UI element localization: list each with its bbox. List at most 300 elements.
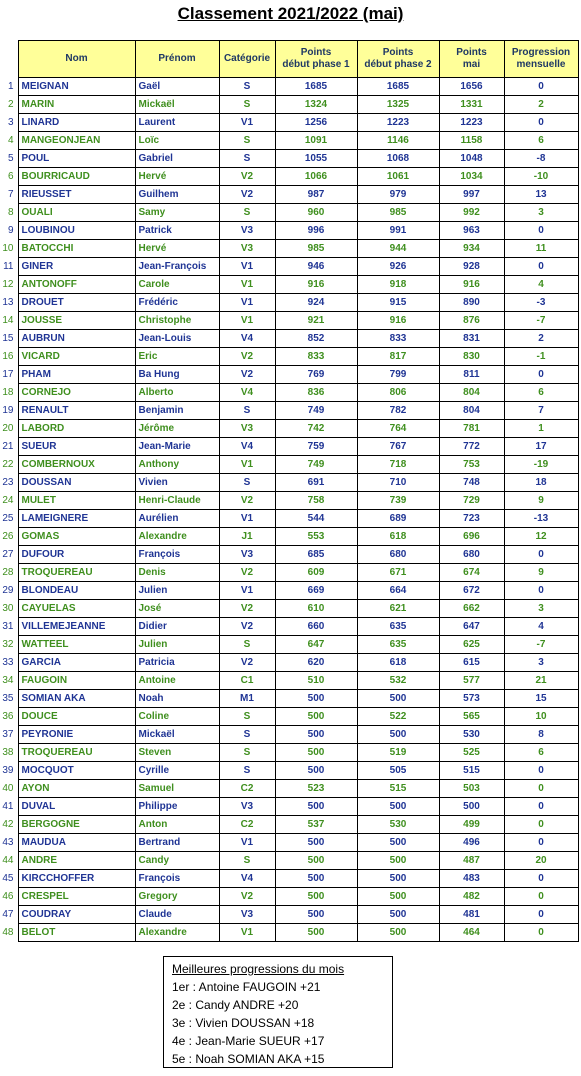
cell-points-mai: 500: [439, 798, 504, 816]
cell-nom: MARIN: [18, 96, 135, 114]
table-body: [0, 78, 578, 942]
cell-progression: -10: [504, 168, 578, 186]
cell-prenom: Christophe: [135, 312, 219, 330]
rank-number: 16: [2, 351, 14, 362]
cell-points-phase2: 718: [357, 456, 439, 474]
rank-number: 6: [7, 171, 14, 182]
rank-number: 41: [2, 801, 14, 812]
cell-nom: MOCQUOT: [18, 762, 135, 780]
cell-points-mai: 647: [439, 618, 504, 636]
cell-prenom: Jean-Marie: [135, 438, 219, 456]
cell-prenom: Mickaël: [135, 726, 219, 744]
cell-points-mai: 890: [439, 294, 504, 312]
rank-number: 8: [7, 207, 14, 218]
cell-points-mai: 1223: [439, 114, 504, 132]
cell-categorie: V1: [219, 456, 275, 474]
cell-points-mai: 1048: [439, 150, 504, 168]
rank-number: 11: [3, 261, 14, 272]
cell-points-phase2: 500: [357, 690, 439, 708]
rank-number: 14: [2, 315, 14, 326]
cell-points-mai: 997: [439, 186, 504, 204]
cell-categorie: V2: [219, 888, 275, 906]
cell-points-phase2: 500: [357, 888, 439, 906]
cell-categorie: J1: [219, 528, 275, 546]
cell-prenom: François: [135, 870, 219, 888]
cell-points-mai: 811: [439, 366, 504, 384]
cell-categorie: V1: [219, 258, 275, 276]
table-row: [0, 330, 578, 348]
cell-prenom: Steven: [135, 744, 219, 762]
cell-categorie: S: [219, 852, 275, 870]
cell-progression: 4: [504, 276, 578, 294]
cell-points-phase2: 979: [357, 186, 439, 204]
table-row: [0, 726, 578, 744]
cell-points-phase1: 759: [275, 438, 357, 456]
cell-categorie: S: [219, 762, 275, 780]
cell-categorie: S: [219, 132, 275, 150]
rank-number: 18: [2, 387, 14, 398]
cell-progression: 6: [504, 132, 578, 150]
table-row: [0, 564, 578, 582]
cell-prenom: Guilhem: [135, 186, 219, 204]
cell-nom: JOUSSE: [18, 312, 135, 330]
cell-nom: WATTEEL: [18, 636, 135, 654]
cell-points-mai: 487: [439, 852, 504, 870]
cell-nom: LAMEIGNERE: [18, 510, 135, 528]
table-row: [0, 888, 578, 906]
rank-number: 31: [2, 621, 14, 632]
rank-number: 38: [2, 747, 14, 758]
rank-number: 35: [2, 693, 14, 704]
rank-number: 36: [2, 711, 14, 722]
cell-points-phase2: 500: [357, 834, 439, 852]
cell-points-mai: 573: [439, 690, 504, 708]
cell-points-mai: 565: [439, 708, 504, 726]
table-row: [0, 276, 578, 294]
rank-number: 2: [7, 99, 14, 110]
rank-number: 22: [2, 459, 14, 470]
cell-points-phase1: 500: [275, 690, 357, 708]
cell-categorie: V3: [219, 222, 275, 240]
cell-prenom: Antoine: [135, 672, 219, 690]
table-row: [0, 708, 578, 726]
header-progression: Progression mensuelle: [504, 41, 578, 78]
cell-points-phase2: 530: [357, 816, 439, 834]
cell-points-phase2: 710: [357, 474, 439, 492]
cell-progression: 0: [504, 258, 578, 276]
best-progression-line: 5e : Noah SOMIAN AKA +15: [172, 1052, 325, 1066]
cell-points-mai: 662: [439, 600, 504, 618]
cell-progression: 7: [504, 402, 578, 420]
cell-categorie: V3: [219, 798, 275, 816]
cell-points-phase2: 1068: [357, 150, 439, 168]
cell-points-mai: 934: [439, 240, 504, 258]
table-row: [0, 582, 578, 600]
table-row: [0, 654, 578, 672]
cell-categorie: S: [219, 744, 275, 762]
cell-points-phase1: 500: [275, 726, 357, 744]
cell-points-phase1: 669: [275, 582, 357, 600]
cell-points-phase2: 918: [357, 276, 439, 294]
cell-points-phase2: 689: [357, 510, 439, 528]
cell-prenom: Claude: [135, 906, 219, 924]
cell-nom: CORNEJO: [18, 384, 135, 402]
best-progressions-title: Meilleures progressions du mois: [172, 962, 345, 976]
cell-progression: 0: [504, 924, 578, 942]
table-row: [0, 438, 578, 456]
cell-points-phase2: 782: [357, 402, 439, 420]
cell-points-phase2: 664: [357, 582, 439, 600]
cell-nom: COUDRAY: [18, 906, 135, 924]
cell-points-phase1: 749: [275, 402, 357, 420]
table-row: [0, 672, 578, 690]
rank-number: 3: [7, 117, 14, 128]
cell-progression: 0: [504, 78, 578, 96]
table-row: [0, 924, 578, 942]
best-progression-line: 1er : Antoine FAUGOIN +21: [172, 980, 321, 994]
cell-prenom: Didier: [135, 618, 219, 636]
cell-prenom: Noah: [135, 690, 219, 708]
cell-prenom: Coline: [135, 708, 219, 726]
cell-categorie: S: [219, 726, 275, 744]
cell-progression: 6: [504, 744, 578, 762]
table-row: [0, 546, 578, 564]
table-row: [0, 168, 578, 186]
cell-categorie: S: [219, 150, 275, 168]
cell-points-phase1: 610: [275, 600, 357, 618]
cell-points-phase2: 500: [357, 852, 439, 870]
rank-number: 13: [2, 297, 14, 308]
cell-nom: OUALI: [18, 204, 135, 222]
cell-categorie: S: [219, 708, 275, 726]
cell-prenom: François: [135, 546, 219, 564]
cell-points-mai: 1331: [439, 96, 504, 114]
table-row: [0, 294, 578, 312]
cell-points-phase2: 635: [357, 636, 439, 654]
cell-prenom: Cyrille: [135, 762, 219, 780]
header-phase2: Points début phase 2: [357, 41, 439, 78]
cell-points-phase2: 618: [357, 528, 439, 546]
rank-number: 48: [2, 927, 14, 938]
table-row: [0, 852, 578, 870]
cell-points-phase1: 852: [275, 330, 357, 348]
cell-points-mai: 781: [439, 420, 504, 438]
cell-points-phase1: 500: [275, 906, 357, 924]
cell-nom: DROUET: [18, 294, 135, 312]
cell-points-phase1: 758: [275, 492, 357, 510]
cell-nom: LOUBINOU: [18, 222, 135, 240]
cell-progression: 13: [504, 186, 578, 204]
rank-number: 21: [2, 441, 14, 452]
cell-points-mai: 674: [439, 564, 504, 582]
cell-points-phase1: 960: [275, 204, 357, 222]
cell-points-mai: 753: [439, 456, 504, 474]
cell-progression: -7: [504, 636, 578, 654]
cell-points-phase1: 510: [275, 672, 357, 690]
cell-nom: GARCIA: [18, 654, 135, 672]
table-row: [0, 78, 578, 96]
cell-points-phase1: 620: [275, 654, 357, 672]
cell-categorie: C1: [219, 672, 275, 690]
cell-nom: RIEUSSET: [18, 186, 135, 204]
rank-number: 1: [7, 81, 14, 92]
rank-number: 19: [2, 405, 14, 416]
cell-prenom: Julien: [135, 636, 219, 654]
rank-number: 12: [2, 279, 14, 290]
cell-nom: CRESPEL: [18, 888, 135, 906]
cell-points-mai: 992: [439, 204, 504, 222]
cell-points-phase2: 500: [357, 870, 439, 888]
cell-points-phase1: 916: [275, 276, 357, 294]
rank-number: 27: [2, 549, 14, 560]
table-row: [0, 636, 578, 654]
cell-points-phase2: 799: [357, 366, 439, 384]
cell-prenom: Alberto: [135, 384, 219, 402]
cell-prenom: Ba Hung: [135, 366, 219, 384]
table-row: [0, 798, 578, 816]
cell-categorie: S: [219, 204, 275, 222]
best-progression-line: 3e : Vivien DOUSSAN +18: [172, 1016, 315, 1030]
cell-points-phase1: 921: [275, 312, 357, 330]
cell-prenom: Candy: [135, 852, 219, 870]
cell-categorie: S: [219, 96, 275, 114]
cell-nom: BOURRICAUD: [18, 168, 135, 186]
cell-progression: 9: [504, 492, 578, 510]
cell-nom: MANGEONJEAN: [18, 132, 135, 150]
cell-points-phase1: 500: [275, 852, 357, 870]
table-row: [0, 690, 578, 708]
cell-points-mai: 464: [439, 924, 504, 942]
cell-progression: 15: [504, 690, 578, 708]
cell-points-phase1: 996: [275, 222, 357, 240]
cell-progression: 3: [504, 654, 578, 672]
table-row: [0, 492, 578, 510]
table-row: [0, 96, 578, 114]
cell-points-phase2: 817: [357, 348, 439, 366]
cell-categorie: C2: [219, 816, 275, 834]
cell-prenom: Hervé: [135, 168, 219, 186]
rank-number: 37: [2, 729, 14, 740]
cell-points-mai: 499: [439, 816, 504, 834]
rank-number: 9: [7, 225, 14, 236]
rank-number: 17: [2, 369, 14, 380]
cell-points-mai: 772: [439, 438, 504, 456]
cell-prenom: Samuel: [135, 780, 219, 798]
cell-prenom: José: [135, 600, 219, 618]
header-prenom: Prénom: [135, 41, 219, 78]
rank-number: 29: [2, 585, 14, 596]
table-row: [0, 402, 578, 420]
cell-categorie: V3: [219, 240, 275, 258]
cell-points-phase1: 1066: [275, 168, 357, 186]
table-row: [0, 420, 578, 438]
cell-nom: DOUSSAN: [18, 474, 135, 492]
cell-points-phase1: 500: [275, 888, 357, 906]
cell-points-phase2: 764: [357, 420, 439, 438]
cell-nom: FAUGOIN: [18, 672, 135, 690]
cell-points-phase1: 500: [275, 798, 357, 816]
cell-progression: 0: [504, 906, 578, 924]
cell-points-mai: 577: [439, 672, 504, 690]
cell-progression: -13: [504, 510, 578, 528]
cell-progression: 0: [504, 888, 578, 906]
cell-points-mai: 729: [439, 492, 504, 510]
cell-categorie: V3: [219, 906, 275, 924]
table-row: [0, 780, 578, 798]
cell-points-phase1: 1324: [275, 96, 357, 114]
cell-nom: PHAM: [18, 366, 135, 384]
rank-number: 39: [2, 765, 14, 776]
cell-points-phase2: 1146: [357, 132, 439, 150]
cell-points-phase2: 515: [357, 780, 439, 798]
cell-points-mai: 483: [439, 870, 504, 888]
cell-progression: -1: [504, 348, 578, 366]
cell-points-phase2: 767: [357, 438, 439, 456]
cell-progression: 3: [504, 600, 578, 618]
cell-points-phase1: 946: [275, 258, 357, 276]
cell-nom: LABORD: [18, 420, 135, 438]
cell-nom: KIRCCHOFFER: [18, 870, 135, 888]
cell-nom: MULET: [18, 492, 135, 510]
cell-points-phase2: 505: [357, 762, 439, 780]
cell-progression: 0: [504, 870, 578, 888]
cell-progression: 0: [504, 780, 578, 798]
cell-nom: TROQUEREAU: [18, 744, 135, 762]
cell-nom: POUL: [18, 150, 135, 168]
cell-progression: 1: [504, 420, 578, 438]
cell-points-mai: 1034: [439, 168, 504, 186]
cell-points-mai: 672: [439, 582, 504, 600]
cell-categorie: V1: [219, 834, 275, 852]
table-header-row: [0, 41, 578, 78]
cell-points-phase1: 836: [275, 384, 357, 402]
rank-number: 30: [2, 603, 14, 614]
cell-points-mai: 928: [439, 258, 504, 276]
cell-points-phase1: 500: [275, 834, 357, 852]
cell-points-mai: 625: [439, 636, 504, 654]
cell-nom: PEYRONIE: [18, 726, 135, 744]
cell-points-phase2: 522: [357, 708, 439, 726]
cell-prenom: Frédéric: [135, 294, 219, 312]
table-row: [0, 240, 578, 258]
header-phase1: Points début phase 1: [275, 41, 357, 78]
table-row: [0, 870, 578, 888]
cell-points-phase1: 1685: [275, 78, 357, 96]
cell-prenom: Gabriel: [135, 150, 219, 168]
cell-categorie: V1: [219, 924, 275, 942]
table-row: [0, 384, 578, 402]
cell-points-phase1: 500: [275, 762, 357, 780]
cell-points-phase1: 500: [275, 708, 357, 726]
cell-categorie: S: [219, 474, 275, 492]
cell-points-phase2: 500: [357, 798, 439, 816]
cell-prenom: Vivien: [135, 474, 219, 492]
cell-nom: DUFOUR: [18, 546, 135, 564]
cell-points-phase2: 680: [357, 546, 439, 564]
table-row: [0, 762, 578, 780]
cell-points-phase1: 769: [275, 366, 357, 384]
rank-number: 47: [2, 909, 14, 920]
header-mai: Points mai: [439, 41, 504, 78]
cell-nom: AYON: [18, 780, 135, 798]
header-nom: Nom: [18, 41, 135, 78]
cell-nom: AUBRUN: [18, 330, 135, 348]
table-row: [0, 186, 578, 204]
rank-number: 44: [2, 855, 14, 866]
cell-points-phase1: 523: [275, 780, 357, 798]
cell-categorie: S: [219, 402, 275, 420]
cell-points-mai: 1158: [439, 132, 504, 150]
cell-categorie: V2: [219, 348, 275, 366]
cell-points-mai: 916: [439, 276, 504, 294]
cell-categorie: V4: [219, 330, 275, 348]
cell-progression: -8: [504, 150, 578, 168]
cell-points-phase2: 985: [357, 204, 439, 222]
cell-progression: 2: [504, 330, 578, 348]
cell-prenom: Mickaël: [135, 96, 219, 114]
cell-progression: 8: [504, 726, 578, 744]
table-row: [0, 906, 578, 924]
cell-points-mai: 723: [439, 510, 504, 528]
rank-number: 42: [2, 819, 14, 830]
cell-points-mai: 748: [439, 474, 504, 492]
cell-prenom: Alexandre: [135, 924, 219, 942]
cell-prenom: Henri-Claude: [135, 492, 219, 510]
rank-number: 5: [7, 153, 14, 164]
cell-nom: MEIGNAN: [18, 78, 135, 96]
cell-categorie: V2: [219, 366, 275, 384]
cell-points-phase2: 500: [357, 726, 439, 744]
cell-points-phase1: 544: [275, 510, 357, 528]
cell-points-mai: 482: [439, 888, 504, 906]
cell-nom: CAYUELAS: [18, 600, 135, 618]
cell-nom: COMBERNOUX: [18, 456, 135, 474]
cell-prenom: Alexandre: [135, 528, 219, 546]
cell-prenom: Loïc: [135, 132, 219, 150]
cell-nom: DOUCE: [18, 708, 135, 726]
cell-categorie: V2: [219, 564, 275, 582]
cell-progression: 11: [504, 240, 578, 258]
cell-points-phase2: 1325: [357, 96, 439, 114]
cell-points-phase1: 749: [275, 456, 357, 474]
cell-points-mai: 876: [439, 312, 504, 330]
table-row: [0, 366, 578, 384]
cell-categorie: V3: [219, 546, 275, 564]
cell-points-phase1: 660: [275, 618, 357, 636]
cell-categorie: V4: [219, 438, 275, 456]
cell-progression: 0: [504, 834, 578, 852]
page-title: Classement 2021/2022 (mai): [177, 4, 404, 23]
cell-prenom: Jean-François: [135, 258, 219, 276]
cell-progression: -7: [504, 312, 578, 330]
cell-progression: 0: [504, 366, 578, 384]
cell-nom: ANTONOFF: [18, 276, 135, 294]
cell-categorie: V1: [219, 276, 275, 294]
cell-points-phase1: 647: [275, 636, 357, 654]
cell-nom: RENAULT: [18, 402, 135, 420]
table-row: [0, 510, 578, 528]
cell-progression: -19: [504, 456, 578, 474]
cell-prenom: Denis: [135, 564, 219, 582]
cell-points-phase2: 500: [357, 924, 439, 942]
rank-number: 26: [2, 531, 14, 542]
cell-categorie: C2: [219, 780, 275, 798]
cell-points-phase2: 618: [357, 654, 439, 672]
cell-points-phase2: 519: [357, 744, 439, 762]
rank-number: 34: [2, 675, 14, 686]
cell-prenom: Gregory: [135, 888, 219, 906]
cell-nom: ANDRE: [18, 852, 135, 870]
